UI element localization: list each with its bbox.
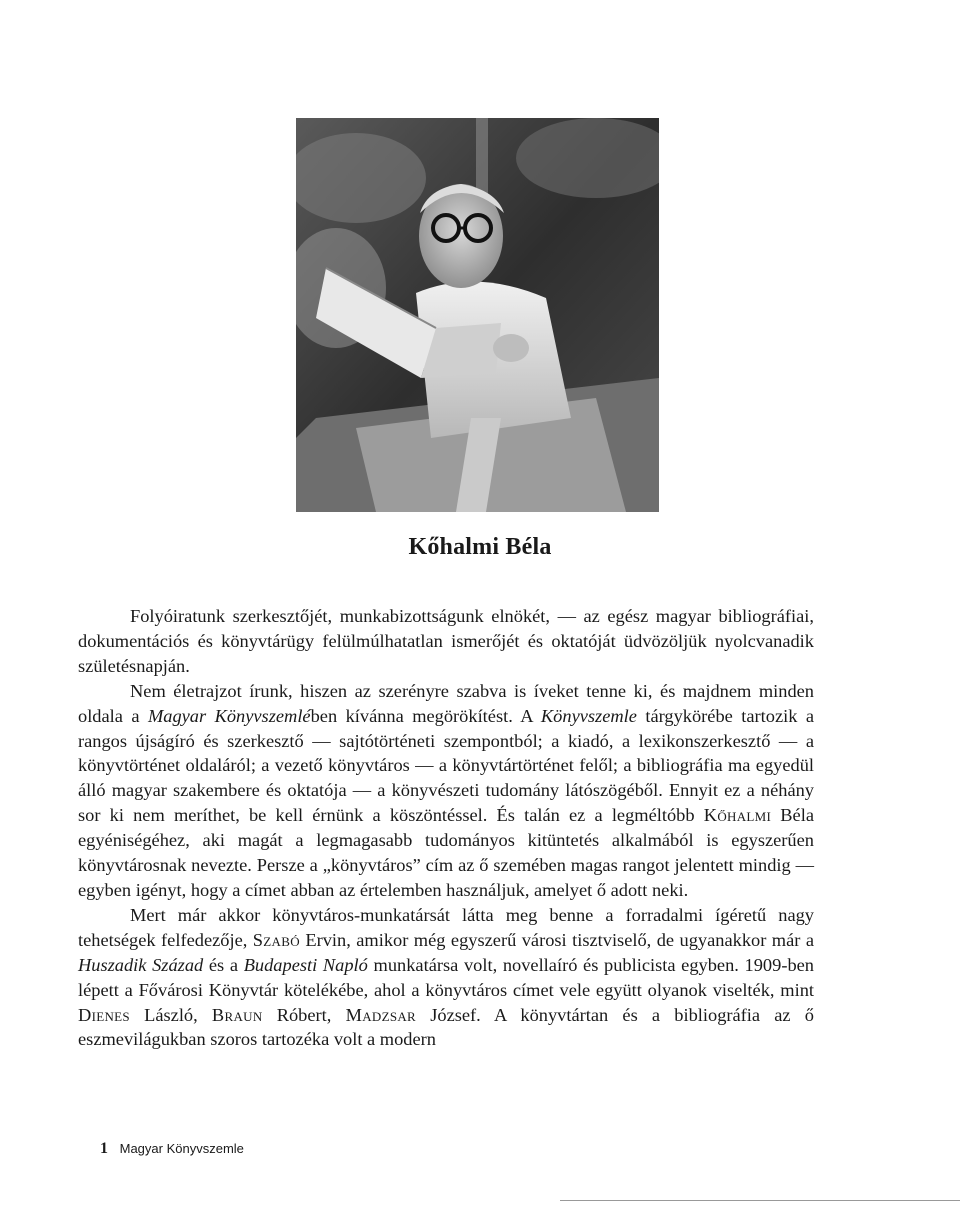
small-caps-name: Szabó: [252, 929, 300, 950]
portrait-photo: [296, 118, 659, 512]
text-run: Nem életrajzot írunk, hiszen az szerényre szabva is íveket tenne ki, és majdnem minden oldala a: [78, 680, 814, 726]
small-caps-name: Dienes: [78, 1004, 130, 1025]
paragraph: [78, 903, 814, 1052]
bottom-rule: [560, 1200, 960, 1201]
text-run: Béla egyéniségéhez, aki magát a legmagasabb tudományos kitüntetés alkalmából is egyszerűen könyvtárosnak nevezte. Persze a „könyvtáros” cím az ő szemében magas rangot jelentett mindig — egyben igényt, hogy a címet abban az értelemben használjuk, amelyet ő adott neki.: [78, 805, 814, 900]
paragraph: [78, 604, 814, 679]
text-run: Ervin, amikor még egyszerű városi tisztviselő, de ugyanakkor már a: [299, 929, 814, 950]
small-caps-name: Kőhalmi: [703, 805, 772, 826]
italic-text: Magyar Könyvszemlé: [147, 705, 311, 726]
small-caps-name: Madzsar: [345, 1004, 417, 1025]
paragraph: [78, 679, 814, 903]
text-run: László,: [129, 1004, 212, 1025]
portrait-image: [296, 118, 659, 512]
small-caps-name: Braun: [211, 1004, 263, 1025]
footnote: [100, 1140, 244, 1158]
article-title: Kőhalmi Béla: [408, 534, 552, 560]
italic-text: Budapesti Napló: [243, 954, 368, 975]
text-run: és a: [203, 954, 244, 975]
italic-text: Huszadik Század: [78, 954, 204, 975]
text-run: ben kívánna megörökítést. A: [310, 705, 541, 726]
text-run: Róbert,: [262, 1004, 346, 1025]
text-run: József. A könyvtártan és a bibliográfia az ő eszmevilágukban szoros tartozéka volt a modern: [78, 1004, 814, 1050]
text-run: Folyóiratunk szerkesztőjét, munkabizottságunk elnökét, — az egész magyar bibliográfiai, dokumentációs és könyvtárügy felülmúlhatatlan ismerőjét és oktatóját üdvözöljük nyolcvanadik születésnapján.: [78, 606, 814, 676]
italic-text: Könyvszemle: [540, 705, 637, 726]
text-run: tárgykörébe tartozik a rangos újságíró és szerkesztő — sajtótörténeti szempontból; a kiadó, a lexikonszerkesztő — a könyvtörténet oldaláról; a vezető könyvtáros — a könyvtártörténet felől; a bibliográfia ma egyedül álló magyar szakembere és oktatója — a könyvészeti tudomány látószögéből. Ennyit ez a néhány sor ki nem meríthet, be kell érnünk a köszöntéssel. És talán ez a legméltóbb: [78, 705, 814, 826]
text-run: Mert már akkor könyvtáros-munkatársát látta meg benne a forradalmi ígéretű nagy tehetségek felfedezője,: [78, 904, 814, 950]
footnote-number: 1: [100, 1140, 108, 1157]
article-body: [78, 604, 814, 1052]
text-run: munkatársa volt, novellaíró és publicista egyben. 1909-ben lépett a Fővárosi Könyvtár kötelékébe, ahol a könyvtáros címet vele együtt olyanok viselték, mint: [78, 954, 815, 1000]
footnote-text: Magyar Könyvszemle: [119, 1141, 244, 1156]
